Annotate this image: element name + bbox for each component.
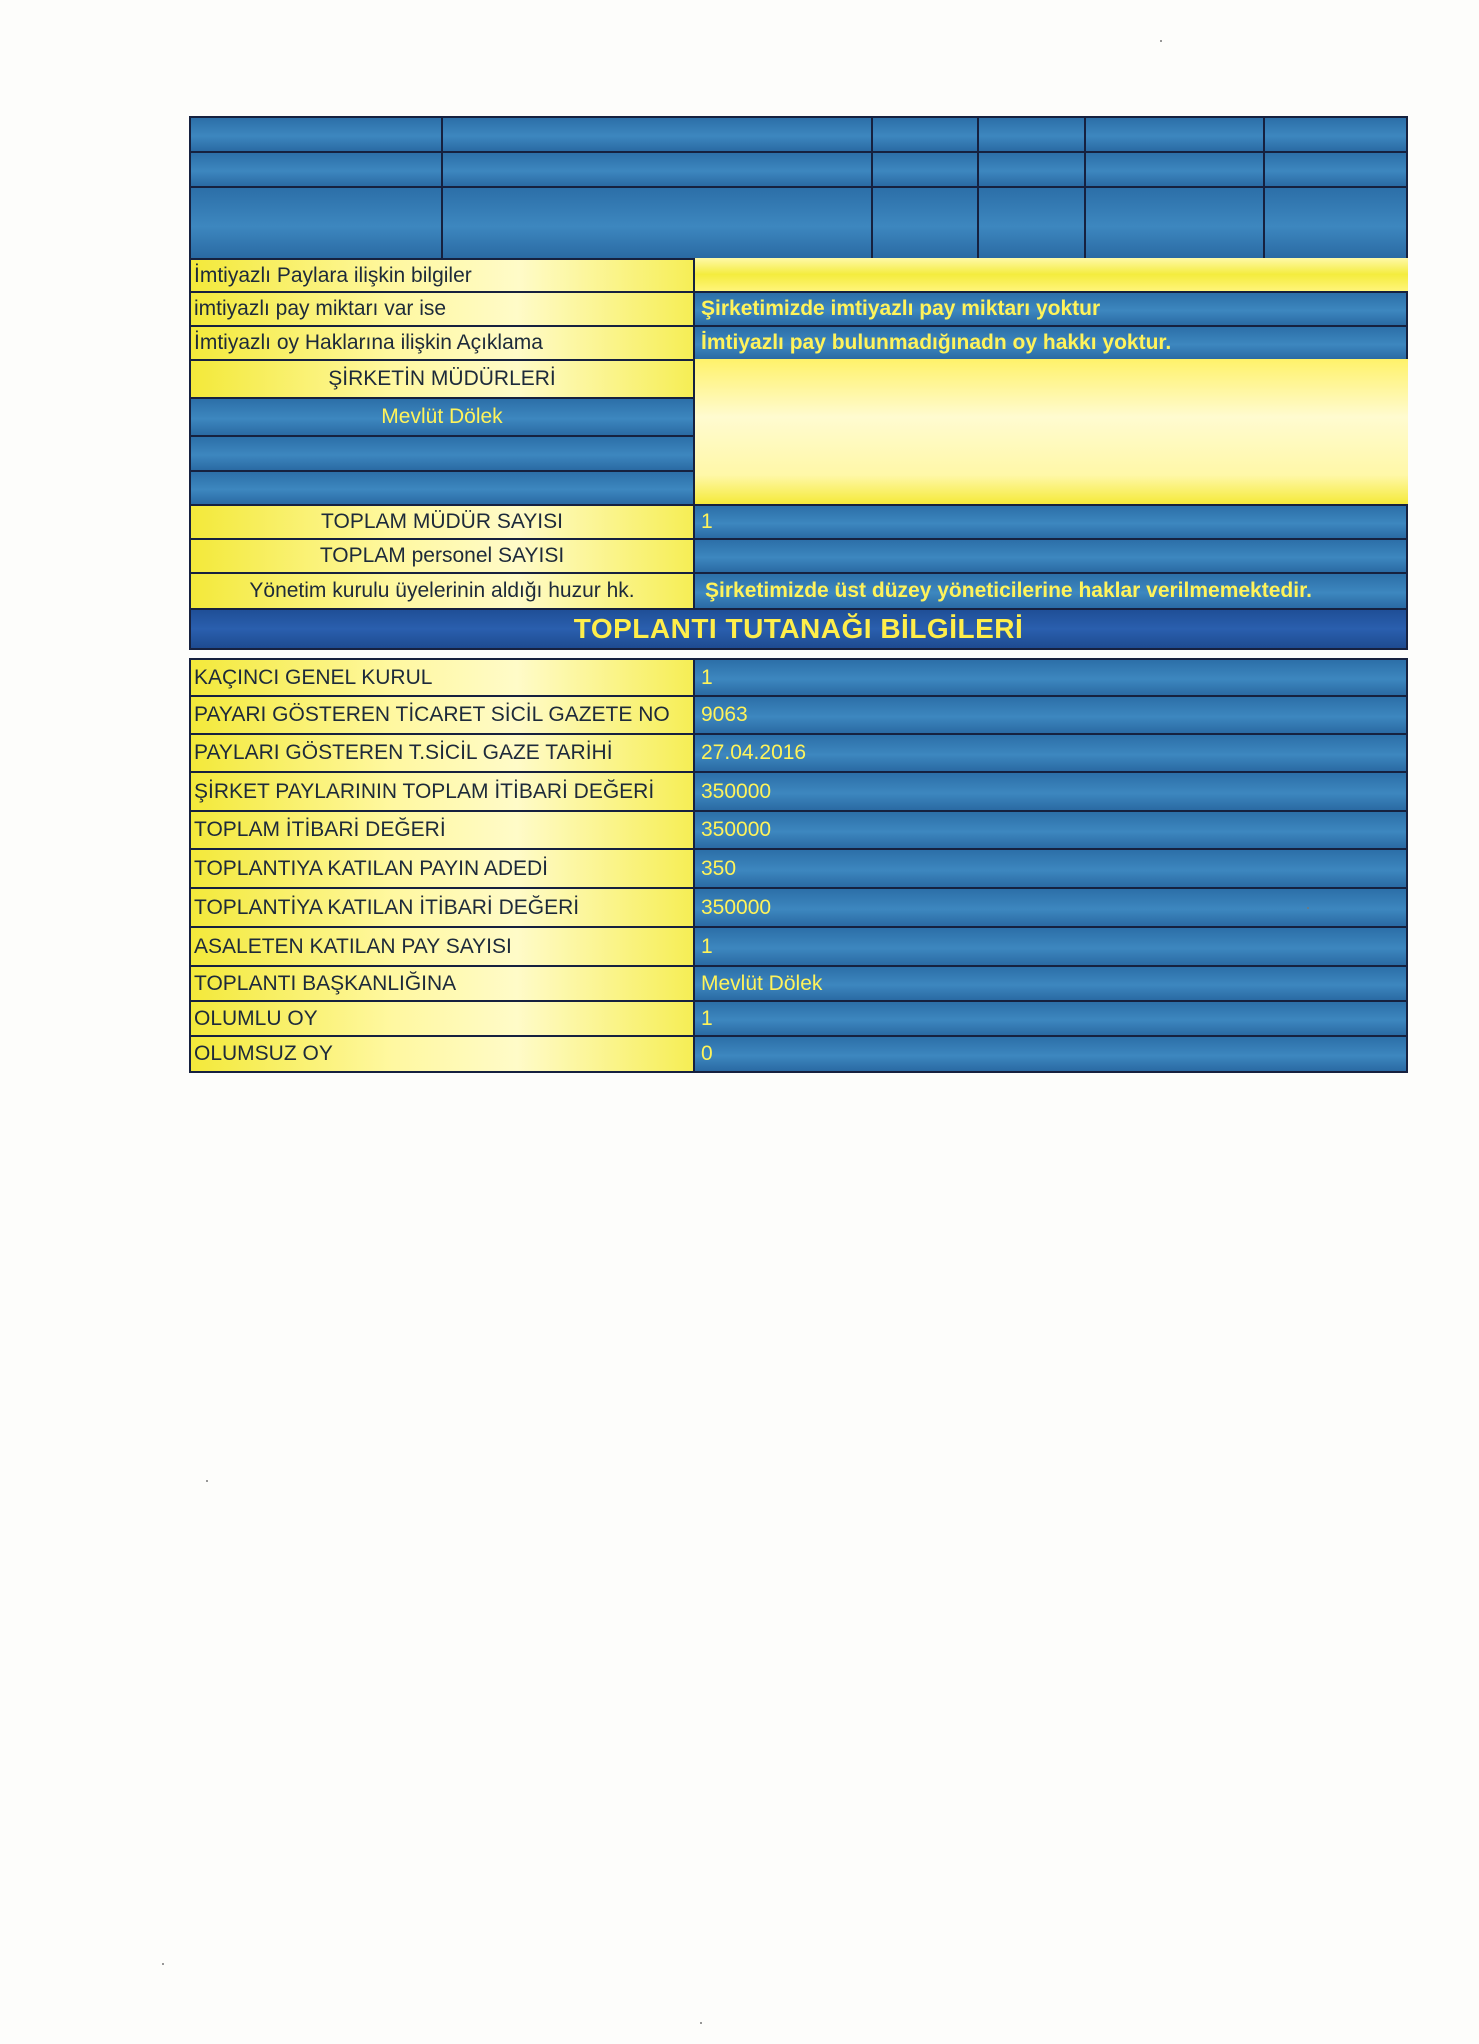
manager-name bbox=[189, 470, 695, 506]
grid-cell bbox=[1084, 186, 1265, 260]
scan-speck bbox=[1160, 40, 1162, 42]
grid-cell bbox=[1263, 186, 1408, 260]
managers-header: ŞİRKETİN MÜDÜRLERİ bbox=[189, 359, 695, 399]
meeting-row-label: TOPLANTIYA KATILAN PAYIN ADEDİ bbox=[189, 848, 695, 889]
scan-speck bbox=[162, 1963, 164, 1965]
privileged-amount-value: Şirketimizde imtiyazlı pay miktarı yoktur bbox=[693, 291, 1408, 327]
privileges-title: İmtiyazlı Paylara ilişkin bilgiler bbox=[189, 258, 695, 293]
meeting-row-value: Mevlüt Dölek bbox=[693, 965, 1408, 1002]
grid-cell bbox=[977, 151, 1086, 188]
manager-count-value: 1 bbox=[693, 504, 1408, 540]
meeting-row-value: 1 bbox=[693, 1000, 1408, 1037]
privileged-voting-value: İmtiyazlı pay bulunmadığınadn oy hakkı yoktur. bbox=[693, 325, 1408, 361]
manager-count-label: TOPLAM MÜDÜR SAYISI bbox=[189, 504, 695, 540]
meeting-row-label: ŞİRKET PAYLARININ TOPLAM İTİBARİ DEĞERİ bbox=[189, 771, 695, 812]
meeting-row-value: 1 bbox=[693, 658, 1408, 697]
meeting-row-label: KAÇINCI GENEL KURUL bbox=[189, 658, 695, 697]
meeting-row-label: TOPLAM İTİBARİ DEĞERİ bbox=[189, 810, 695, 850]
personnel-count-value bbox=[693, 538, 1408, 574]
grid-cell bbox=[189, 116, 443, 153]
meeting-row-label: OLUMSUZ OY bbox=[189, 1035, 695, 1073]
grid-cell bbox=[1084, 116, 1265, 153]
scan-speck bbox=[206, 1480, 208, 1482]
managers-side-panel bbox=[693, 359, 1408, 506]
grid-cell bbox=[871, 186, 979, 260]
manager-name: Mevlüt Dölek bbox=[189, 397, 695, 437]
meeting-row-value: 1 bbox=[693, 926, 1408, 967]
scan-speck bbox=[1307, 907, 1309, 909]
grid-cell bbox=[189, 186, 443, 260]
grid-cell bbox=[441, 151, 873, 188]
meeting-row-value: 9063 bbox=[693, 695, 1408, 735]
board-fee-value: Şirketimizde üst düzey yöneticilerine haklar verilmemektedir. bbox=[693, 572, 1408, 610]
grid-cell bbox=[189, 151, 443, 188]
manager-name bbox=[189, 435, 695, 472]
grid-cell bbox=[441, 186, 873, 260]
grid-cell bbox=[977, 116, 1086, 153]
meeting-row-value: 350000 bbox=[693, 771, 1408, 812]
meeting-row-label: TOPLANTI BAŞKANLIĞINA bbox=[189, 965, 695, 1002]
personnel-count-label: TOPLAM personel SAYISI bbox=[189, 538, 695, 574]
grid-cell bbox=[977, 186, 1086, 260]
meeting-row-value: 27.04.2016 bbox=[693, 733, 1408, 773]
grid-cell bbox=[871, 151, 979, 188]
meeting-row-label: OLUMLU OY bbox=[189, 1000, 695, 1037]
grid-cell bbox=[871, 116, 979, 153]
privileges-title-value bbox=[693, 258, 1408, 293]
grid-cell bbox=[441, 116, 873, 153]
meeting-section-title: TOPLANTI TUTANAĞI BİLGİLERİ bbox=[189, 608, 1408, 650]
board-fee-label: Yönetim kurulu üyelerinin aldığı huzur hk. bbox=[189, 572, 695, 610]
grid-cell bbox=[1084, 151, 1265, 188]
grid-cell bbox=[1263, 151, 1408, 188]
meeting-row-label: TOPLANTİYA KATILAN İTİBARİ DEĞERİ bbox=[189, 887, 695, 928]
grid-cell bbox=[1263, 116, 1408, 153]
privileged-voting-label: İmtiyazlı oy Haklarına ilişkin Açıklama bbox=[189, 325, 695, 361]
meeting-row-value: 350000 bbox=[693, 887, 1408, 928]
meeting-row-value: 350000 bbox=[693, 810, 1408, 850]
privileged-amount-label: imtiyazlı pay miktarı var ise bbox=[189, 291, 695, 327]
meeting-row-label: PAYARI GÖSTEREN TİCARET SİCİL GAZETE NO bbox=[189, 695, 695, 735]
scan-speck bbox=[700, 2022, 702, 2024]
meeting-row-value: 0 bbox=[693, 1035, 1408, 1073]
meeting-row-label: PAYLARI GÖSTEREN T.SİCİL GAZE TARİHİ bbox=[189, 733, 695, 773]
meeting-row-label: ASALETEN KATILAN PAY SAYISI bbox=[189, 926, 695, 967]
meeting-row-value: 350 bbox=[693, 848, 1408, 889]
